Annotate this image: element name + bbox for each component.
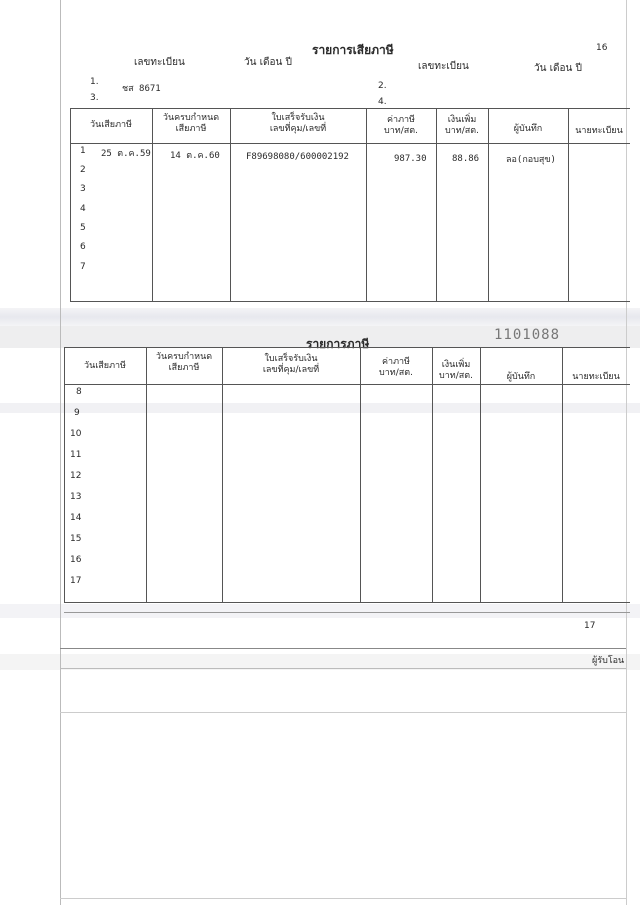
table1-col-line	[436, 108, 437, 301]
table2-row-number: 16	[70, 555, 82, 565]
table2-row-number: 8	[76, 387, 82, 397]
list-number-2: 2.	[378, 81, 387, 91]
table2-header-tax: ค่าภาษี บาท/สต.	[379, 357, 413, 379]
table1-row-number: 6	[80, 242, 86, 252]
table2-row-number: 15	[70, 534, 82, 544]
reg-label-left: เลขทะเบียน	[134, 57, 185, 68]
footer-line-3	[60, 712, 626, 713]
table2-col-line	[360, 347, 361, 602]
scan-shadow-band	[0, 308, 640, 326]
table2-header-due-date: วันครบกำหนด เสียภาษี	[155, 352, 213, 374]
table1-row-number: 5	[80, 223, 86, 233]
table2-col-line	[64, 347, 65, 602]
table2-top-border	[64, 347, 630, 348]
footer-line-2	[60, 668, 626, 669]
table2-bottom-border-2	[64, 612, 630, 613]
table1-row-number: 1	[80, 146, 86, 156]
table1-header-recorder: ผู้บันทึก	[513, 124, 543, 134]
table1-row-number: 4	[80, 204, 86, 214]
table2-row-number: 13	[70, 492, 82, 502]
table2-row-number: 9	[74, 408, 80, 418]
page-number-bottom: 17	[584, 621, 596, 631]
table1-header-pay-date: วันเสียภาษี	[90, 120, 132, 130]
table2-header-pay-date: วันเสียภาษี	[84, 361, 126, 371]
row1-pay-date: 25 ต.ค.59	[101, 149, 151, 159]
table1-row-number: 2	[80, 165, 86, 175]
section2-title: รายการภาษี	[306, 337, 370, 351]
table1-header-receipt: ใบเสร็จรับเงิน เลขที่คุม/เลขที่	[269, 113, 327, 135]
table2-row-number: 10	[70, 429, 82, 439]
table1-header-surcharge: เงินเพิ่ม บาท/สต.	[445, 115, 479, 137]
table2-bottom-border	[64, 602, 630, 603]
page-number-top: 16	[596, 43, 608, 53]
table1-header-registrar: นายทะเบียน	[575, 126, 623, 136]
row1-recorder: ลอ(กอบสุข)	[506, 155, 556, 165]
plate-number-1: ชส 8671	[122, 84, 161, 94]
scan-streak	[0, 403, 640, 413]
footer-line	[60, 648, 626, 649]
row1-surcharge: 88.86	[452, 154, 480, 164]
table2-col-line	[432, 347, 433, 602]
table2-header-receipt: ใบเสร็จรับเงิน เลขที่คุม/เลขที่	[262, 354, 320, 376]
table1-col-line	[230, 108, 231, 301]
table2-header-recorder: ผู้บันทึก	[506, 372, 536, 382]
list-number-3: 3.	[90, 93, 99, 103]
reg-label-right: เลขทะเบียน	[418, 61, 469, 72]
table1-col-line	[152, 108, 153, 301]
table1-col-line	[568, 108, 569, 301]
scan-streak	[0, 604, 640, 618]
list-number-4: 4.	[378, 97, 387, 107]
row1-due-date: 14 ต.ค.60	[170, 151, 220, 161]
table1-header-due-date: วันครบกำหนด เสียภาษี	[162, 113, 220, 135]
table2-row-number: 14	[70, 513, 82, 523]
table2-header-border	[64, 384, 630, 385]
table2-col-line	[146, 347, 147, 602]
transfer-receiver-label: ผู้รับโอน	[592, 656, 625, 666]
row1-receipt: F89698080/600002192	[246, 152, 349, 162]
table1-top-border	[70, 108, 630, 109]
page-edge-left	[60, 0, 61, 905]
page-edge-bottom	[60, 898, 626, 899]
table1-header-border	[70, 143, 630, 144]
table1-col-line	[366, 108, 367, 301]
table2-header-surcharge: เงินเพิ่ม บาท/สต.	[439, 360, 473, 382]
row1-tax: 987.30	[394, 154, 427, 164]
table2-col-line	[222, 347, 223, 602]
table2-row-number: 11	[70, 450, 82, 460]
table2-row-number: 17	[70, 576, 82, 586]
serial-number: 1101088	[494, 327, 561, 343]
date-label-left: วัน เดือน ปี	[244, 57, 292, 68]
table1-row-number: 3	[80, 184, 86, 194]
table1-bottom-border	[70, 301, 630, 302]
list-number-1: 1.	[90, 77, 99, 87]
table1-row-number: 7	[80, 262, 86, 272]
section1-title: รายการเสียภาษี	[312, 43, 394, 57]
table1-col-line	[488, 108, 489, 301]
date-label-right: วัน เดือน ปี	[534, 63, 582, 74]
table2-col-line	[480, 347, 481, 602]
table1-header-tax: ค่าภาษี บาท/สต.	[384, 115, 418, 137]
table2-header-registrar: นายทะเบียน	[572, 372, 620, 382]
table2-col-line	[562, 347, 563, 602]
table1-col-line	[70, 108, 71, 301]
table2-row-number: 12	[70, 471, 82, 481]
